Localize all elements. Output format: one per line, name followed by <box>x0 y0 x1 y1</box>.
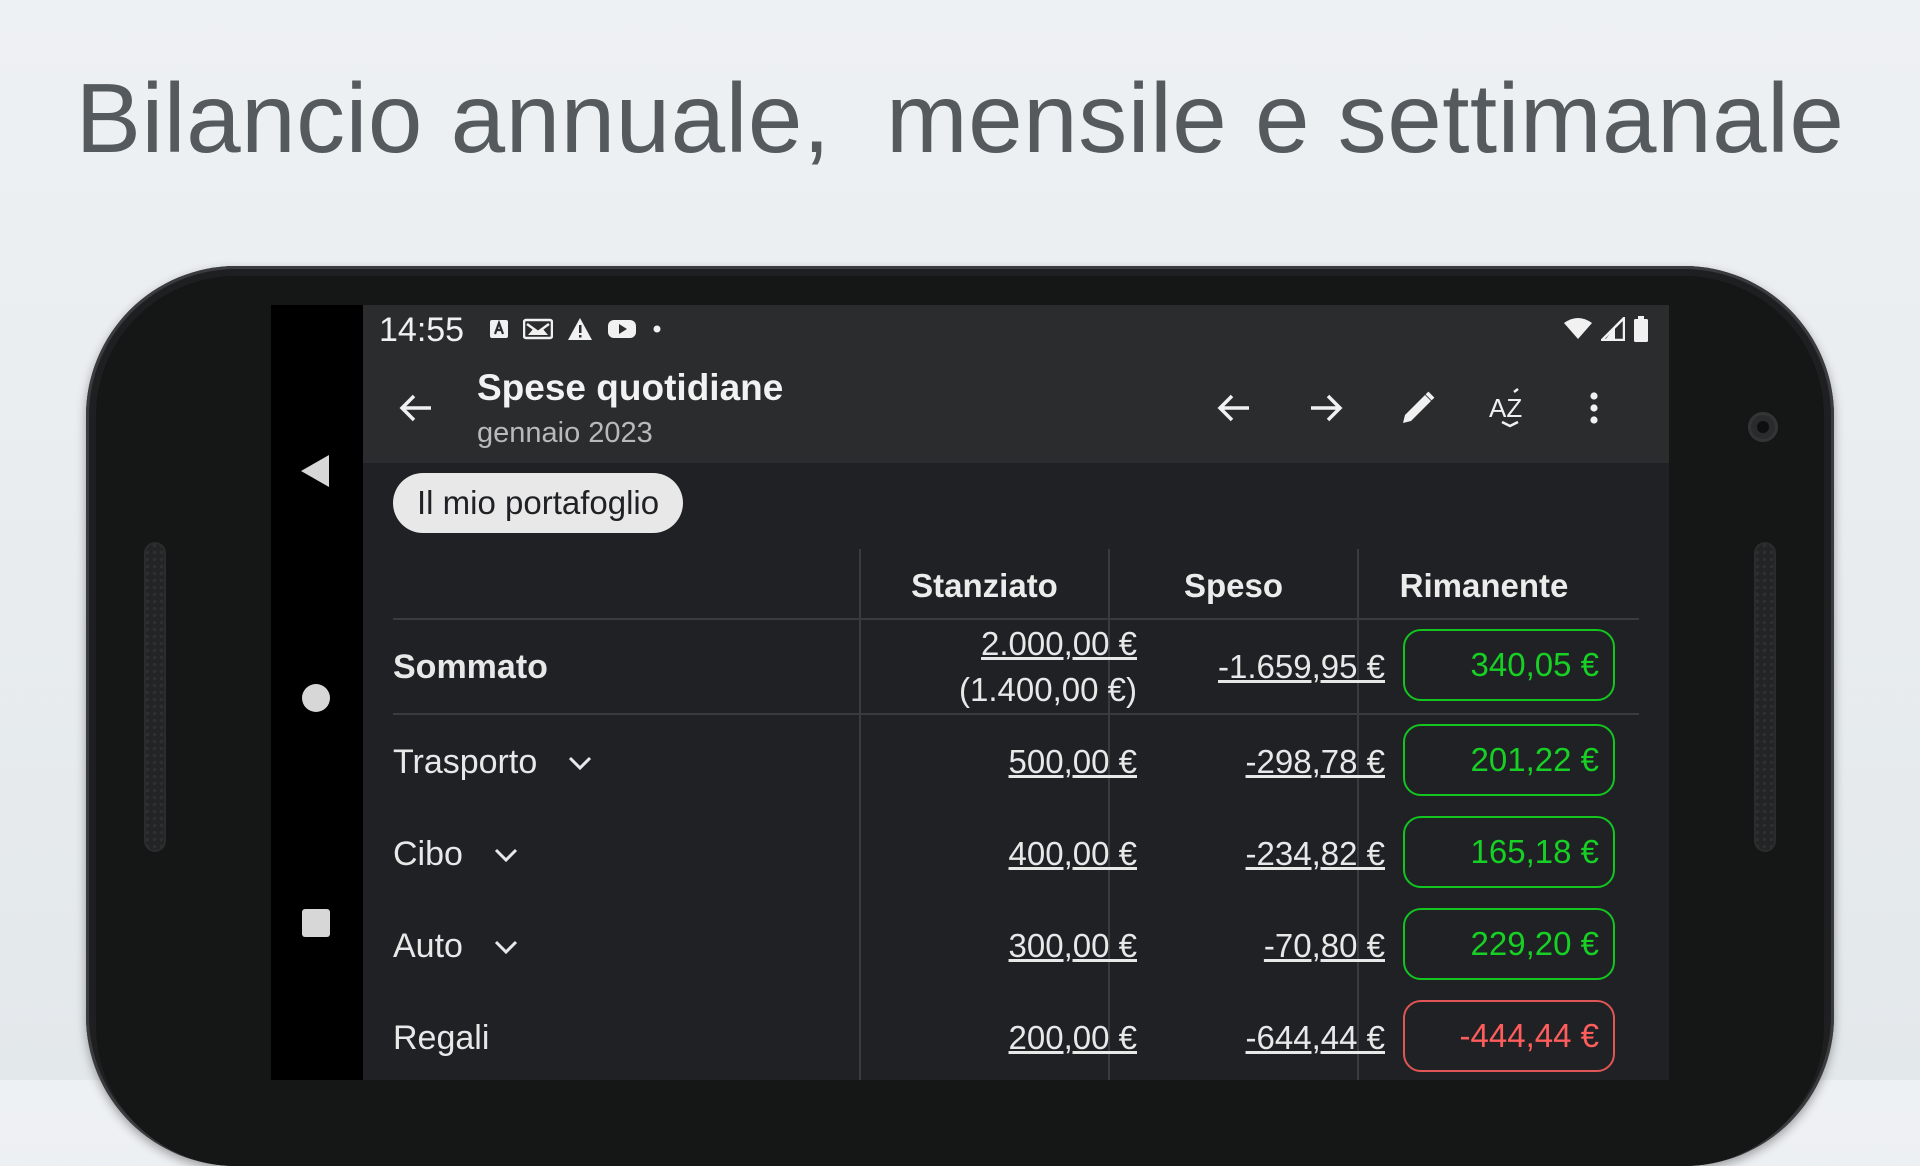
summary-allocated[interactable]: 2.000,00 € <box>981 625 1137 662</box>
category-label: Cibo <box>393 835 463 873</box>
remaining-pill[interactable] <box>1403 816 1615 888</box>
wallet-filter-chip[interactable]: Il mio portafoglio <box>393 473 683 533</box>
chevron-down-icon[interactable] <box>493 939 519 955</box>
arrow-back-icon <box>398 390 434 426</box>
summary-label: Sommato <box>393 648 548 686</box>
summary-remaining-pill[interactable] <box>1403 629 1615 701</box>
remaining-value: 201,22 € <box>1470 741 1599 778</box>
signal-icon <box>1601 317 1625 341</box>
wifi-icon <box>1563 317 1593 341</box>
more-vert-icon <box>1588 390 1600 426</box>
category-row-regali[interactable] <box>393 1019 489 1058</box>
header-allocated: Stanziato <box>911 567 1058 604</box>
remaining-pill-negative[interactable] <box>1403 1000 1615 1072</box>
remaining-value: 229,20 € <box>1470 925 1599 962</box>
spent-value[interactable]: -234,82 € <box>1245 835 1385 872</box>
spent-value[interactable]: -298,78 € <box>1245 743 1385 780</box>
spent-value[interactable]: -70,80 € <box>1263 927 1385 964</box>
page-title: Spese quotidiane <box>477 367 784 408</box>
category-row-cibo[interactable] <box>393 835 519 874</box>
warning-icon <box>567 317 593 341</box>
category-label: Trasporto <box>393 743 538 781</box>
chevron-down-icon[interactable] <box>567 755 593 771</box>
allocated-value[interactable]: 500,00 € <box>1008 743 1137 780</box>
front-camera <box>1748 412 1778 442</box>
battery-icon <box>1633 316 1649 342</box>
page-subtitle: gennaio 2023 <box>477 417 653 449</box>
edit-button[interactable] <box>1391 381 1445 435</box>
arrow-left-icon <box>1216 390 1252 426</box>
summary-spent[interactable]: -1.659,95 € <box>1218 648 1385 685</box>
nav-recents-icon[interactable] <box>302 909 330 937</box>
speaker-grille-right <box>1754 542 1776 852</box>
remaining-pill[interactable] <box>1403 908 1615 980</box>
summary-remaining-value: 340,05 € <box>1470 646 1599 683</box>
phone-screen <box>271 305 1669 1080</box>
chevron-down-icon[interactable] <box>493 847 519 863</box>
more-options-button[interactable] <box>1567 381 1621 435</box>
font-download-icon <box>489 318 509 340</box>
header-remaining: Rimanente <box>1399 567 1569 604</box>
sort-button[interactable] <box>1483 381 1537 435</box>
category-label: Auto <box>393 927 463 965</box>
column-divider <box>859 549 861 1080</box>
system-nav-bar <box>271 305 363 1080</box>
category-label: Regali <box>393 1019 490 1057</box>
status-time: 14:55 <box>379 311 465 349</box>
speaker-grille-left <box>144 542 166 852</box>
remaining-value: -444,44 € <box>1459 1017 1599 1054</box>
status-bar <box>363 305 1669 353</box>
arrow-right-icon <box>1308 390 1344 426</box>
allocated-value[interactable]: 200,00 € <box>1008 1019 1137 1056</box>
column-divider <box>1357 549 1359 1080</box>
dot-icon <box>651 323 663 335</box>
category-row-trasporto[interactable] <box>393 743 593 782</box>
header-divider <box>393 618 1639 620</box>
promo-headline: Bilancio annuale, mensile e settimanale <box>75 63 1845 173</box>
summary-divider <box>393 713 1639 715</box>
svg-text:AZ: AZ <box>1489 393 1523 423</box>
allocated-value[interactable]: 400,00 € <box>1008 835 1137 872</box>
back-button[interactable] <box>389 381 443 435</box>
app-toolbar <box>363 353 1669 463</box>
category-row-auto[interactable] <box>393 927 519 966</box>
sort-az-icon <box>1488 388 1532 428</box>
spent-value[interactable]: -644,44 € <box>1245 1019 1385 1056</box>
remaining-pill[interactable] <box>1403 724 1615 796</box>
youtube-icon <box>607 318 637 340</box>
nav-back-icon[interactable] <box>301 455 329 487</box>
photo-mail-icon <box>523 318 553 340</box>
remaining-value: 165,18 € <box>1470 833 1599 870</box>
allocated-value[interactable]: 300,00 € <box>1008 927 1137 964</box>
nav-home-icon[interactable] <box>302 684 330 712</box>
previous-period-button[interactable] <box>1207 381 1261 435</box>
next-period-button[interactable] <box>1299 381 1353 435</box>
header-spent: Speso <box>1183 567 1284 604</box>
pencil-icon <box>1399 389 1437 427</box>
summary-allocated-sub: (1.400,00 €) <box>959 671 1137 708</box>
app-window <box>363 305 1669 1080</box>
